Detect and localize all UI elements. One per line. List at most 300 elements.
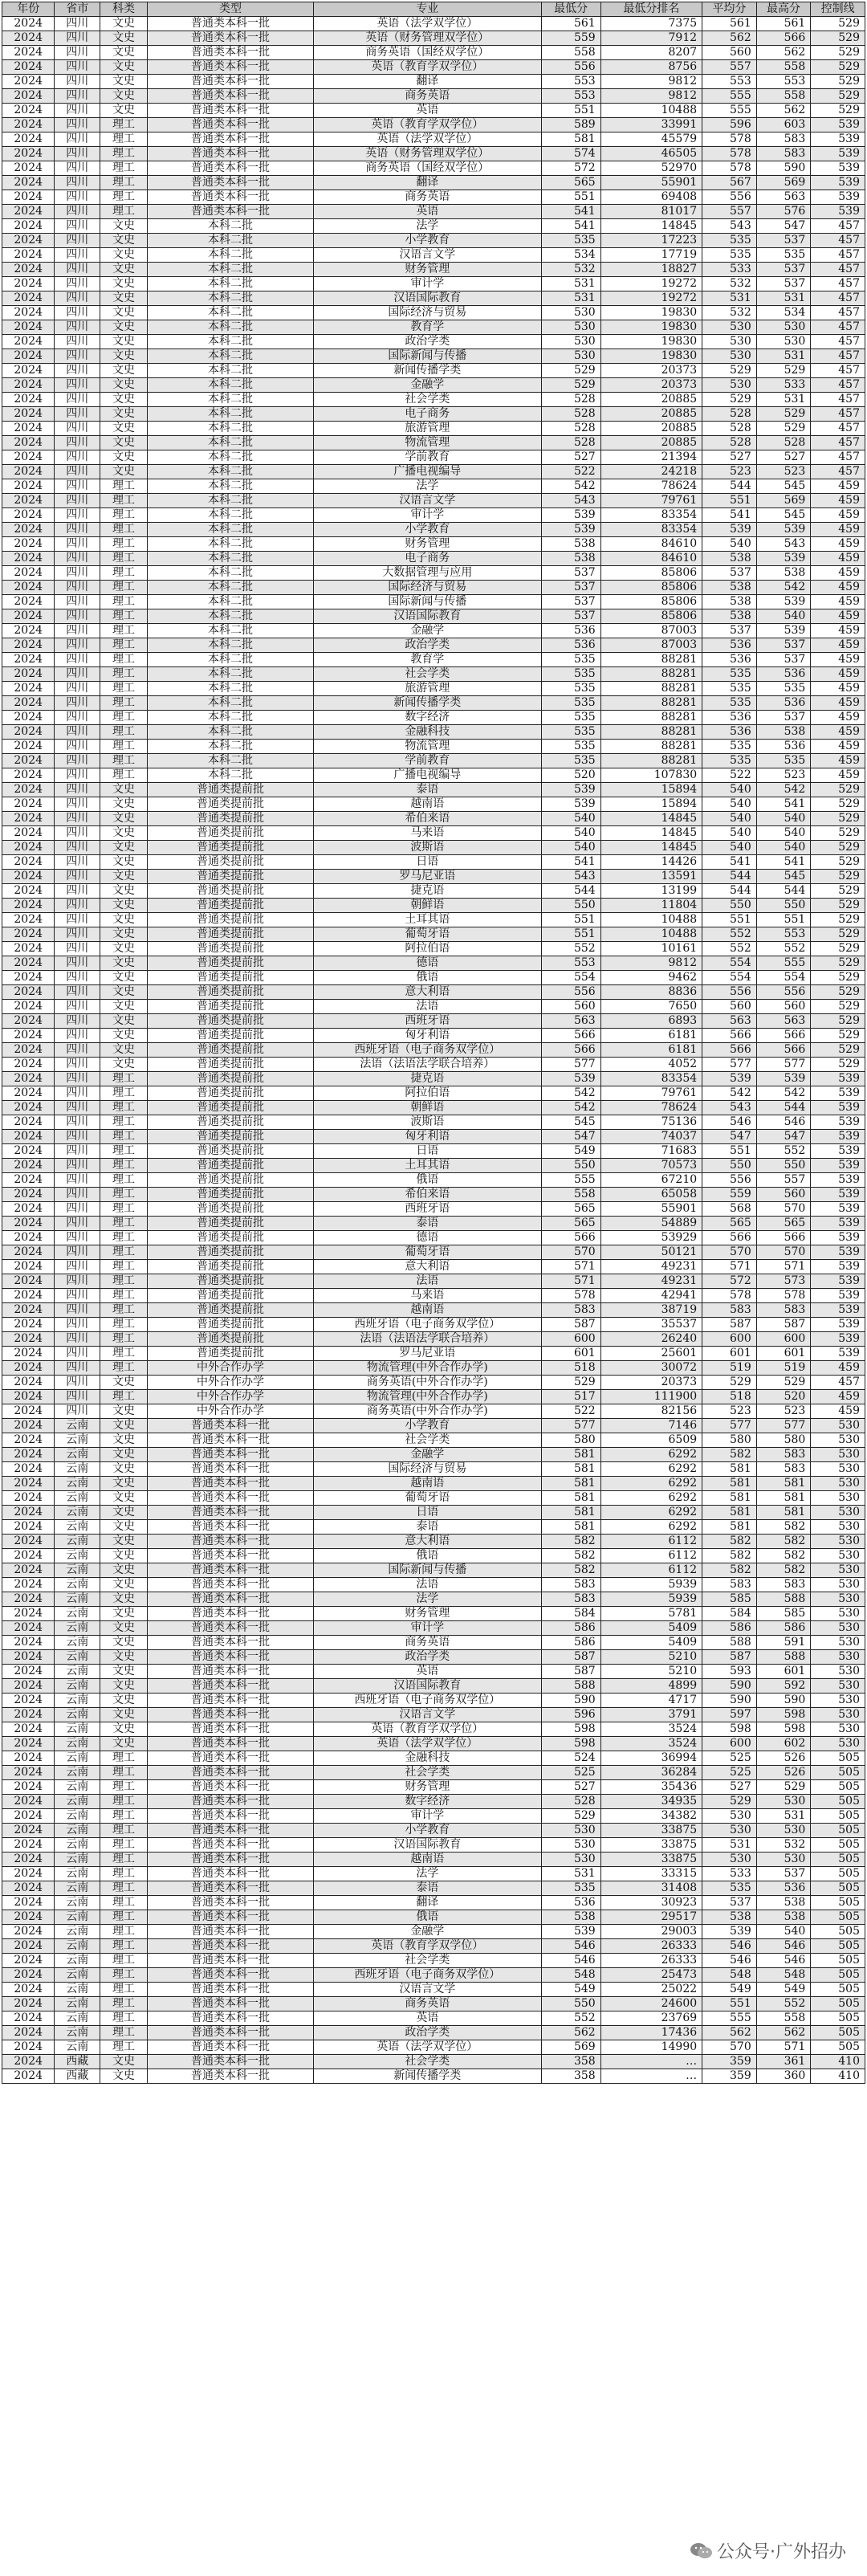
cell-year: 2024	[2, 1766, 55, 1780]
cell-max-score: 588	[756, 1650, 811, 1665]
cell-avg-score: 582	[702, 1563, 757, 1578]
cell-batch-type: 本科二批	[147, 494, 313, 508]
cell-major: 审计学	[314, 508, 541, 523]
cell-subject: 理工	[100, 2040, 148, 2055]
header-major: 专业	[314, 2, 541, 17]
cell-min-rank: 33991	[600, 118, 702, 132]
cell-subject: 文史	[100, 812, 148, 826]
cell-subject: 理工	[100, 1853, 148, 1867]
cell-year: 2024	[2, 2011, 55, 2026]
cell-province: 云南	[55, 1433, 100, 1448]
cell-year: 2024	[2, 653, 55, 667]
cell-min-score: 546	[541, 1954, 600, 1968]
cell-batch-type: 普通类本科一批	[147, 190, 313, 205]
cell-min-score: 525	[541, 1766, 600, 1780]
cell-control-line: 530	[811, 1650, 865, 1665]
cell-avg-score: 544	[702, 870, 757, 884]
cell-min-score: 542	[541, 1101, 600, 1115]
cell-subject: 理工	[100, 1867, 148, 1881]
cell-control-line: 529	[811, 1014, 865, 1029]
cell-province: 四川	[55, 1058, 100, 1072]
cell-min-score: 541	[541, 855, 600, 870]
cell-subject: 文史	[100, 985, 148, 1000]
cell-year: 2024	[2, 956, 55, 971]
cell-province: 四川	[55, 1072, 100, 1086]
cell-major: 财务管理	[314, 1780, 541, 1795]
cell-max-score: 547	[756, 219, 811, 234]
cell-min-score: 528	[541, 436, 600, 450]
cell-province: 四川	[55, 667, 100, 682]
table-row	[2, 147, 865, 161]
cell-max-score: 537	[756, 638, 811, 653]
cell-avg-score: 544	[702, 479, 757, 494]
cell-avg-score: 597	[702, 1708, 757, 1722]
table-row	[2, 1679, 865, 1694]
cell-min-score: 529	[541, 1809, 600, 1824]
table-row	[2, 2055, 865, 2069]
cell-min-rank: 9812	[600, 956, 702, 971]
cell-major: 俄语	[314, 971, 541, 985]
cell-year: 2024	[2, 855, 55, 870]
cell-max-score: 581	[756, 1477, 811, 1491]
cell-year: 2024	[2, 609, 55, 624]
cell-avg-score: 535	[702, 696, 757, 711]
cell-subject: 文史	[100, 60, 148, 75]
cell-year: 2024	[2, 118, 55, 132]
table-row	[2, 740, 865, 754]
cell-province: 四川	[55, 1188, 100, 1202]
table-row	[2, 46, 865, 60]
cell-subject: 理工	[100, 1332, 148, 1347]
cell-subject: 理工	[100, 1361, 148, 1376]
cell-subject: 理工	[100, 132, 148, 147]
cell-avg-score: 570	[702, 1245, 757, 1260]
cell-batch-type: 普通类提前批	[147, 1014, 313, 1029]
cell-control-line: 529	[811, 104, 865, 118]
cell-year: 2024	[2, 1000, 55, 1014]
table-row	[2, 1694, 865, 1708]
cell-batch-type: 本科二批	[147, 725, 313, 740]
cell-province: 四川	[55, 75, 100, 89]
cell-min-score: 549	[541, 1144, 600, 1159]
cell-major: 金融学	[314, 378, 541, 393]
cell-batch-type: 普通类本科一批	[147, 1910, 313, 1925]
table-row	[2, 1636, 865, 1650]
cell-control-line: 539	[811, 1086, 865, 1101]
cell-min-score: 583	[541, 1592, 600, 1607]
cell-max-score: 560	[756, 1000, 811, 1014]
cell-min-rank: 19830	[600, 306, 702, 320]
cell-major: 金融学	[314, 1448, 541, 1462]
cell-year: 2024	[2, 1751, 55, 1766]
cell-control-line: 539	[811, 161, 865, 176]
header-avg-score: 平均分	[702, 2, 757, 17]
table-row	[2, 2040, 865, 2055]
cell-batch-type: 普通类本科一批	[147, 1925, 313, 1939]
cell-year: 2024	[2, 1809, 55, 1824]
cell-avg-score: 542	[702, 1086, 757, 1101]
cell-min-score: 537	[541, 609, 600, 624]
cell-max-score: 527	[756, 450, 811, 465]
cell-control-line: 459	[811, 754, 865, 768]
table-row	[2, 1231, 865, 1245]
cell-min-rank: 35537	[600, 1318, 702, 1332]
cell-control-line: 530	[811, 1708, 865, 1722]
cell-batch-type: 本科二批	[147, 696, 313, 711]
cell-min-score: 562	[541, 2026, 600, 2040]
table-row	[2, 1983, 865, 1997]
cell-batch-type: 本科二批	[147, 263, 313, 277]
cell-min-score: 529	[541, 364, 600, 378]
cell-province: 四川	[55, 1332, 100, 1347]
cell-year: 2024	[2, 2055, 55, 2069]
cell-batch-type: 普通类提前批	[147, 1173, 313, 1188]
table-row	[2, 942, 865, 956]
cell-subject: 文史	[100, 971, 148, 985]
cell-major: 意大利语	[314, 1260, 541, 1274]
cell-min-rank: 21394	[600, 450, 702, 465]
cell-batch-type: 本科二批	[147, 277, 313, 291]
cell-subject: 理工	[100, 653, 148, 667]
cell-subject: 理工	[100, 479, 148, 494]
table-row	[2, 812, 865, 826]
cell-min-rank: 5781	[600, 1607, 702, 1621]
cell-major: 希伯来语	[314, 1188, 541, 1202]
table-row	[2, 1202, 865, 1217]
cell-subject: 文史	[100, 1404, 148, 1419]
cell-min-score: 598	[541, 1722, 600, 1737]
cell-year: 2024	[2, 1563, 55, 1578]
cell-batch-type: 普通类本科一批	[147, 75, 313, 89]
cell-control-line: 529	[811, 884, 865, 899]
cell-subject: 文史	[100, 942, 148, 956]
table-row	[2, 1910, 865, 1925]
cell-max-score: 540	[756, 812, 811, 826]
cell-max-score: 563	[756, 1014, 811, 1029]
cell-major: 翻译	[314, 75, 541, 89]
cell-province: 云南	[55, 1535, 100, 1549]
cell-min-rank: 9812	[600, 89, 702, 104]
cell-province: 四川	[55, 740, 100, 754]
cell-control-line: 459	[811, 508, 865, 523]
cell-batch-type: 普通类提前批	[147, 1245, 313, 1260]
cell-batch-type: 普通类提前批	[147, 1332, 313, 1347]
cell-min-rank: 25022	[600, 1983, 702, 1997]
cell-major: 泰语	[314, 1520, 541, 1535]
cell-subject: 理工	[100, 1347, 148, 1361]
cell-province: 云南	[55, 2040, 100, 2055]
cell-province: 四川	[55, 812, 100, 826]
cell-control-line: 529	[811, 783, 865, 797]
table-row	[2, 1072, 865, 1086]
cell-max-score: 601	[756, 1347, 811, 1361]
cell-subject: 理工	[100, 1144, 148, 1159]
cell-year: 2024	[2, 1231, 55, 1245]
cell-subject: 文史	[100, 1477, 148, 1491]
cell-min-score: 554	[541, 971, 600, 985]
cell-year: 2024	[2, 1997, 55, 2011]
cell-major: 日语	[314, 1144, 541, 1159]
cell-province: 四川	[55, 17, 100, 31]
cell-avg-score: 581	[702, 1520, 757, 1535]
cell-min-score: 563	[541, 1014, 600, 1029]
cell-min-score: 529	[541, 1376, 600, 1390]
cell-avg-score: 530	[702, 1809, 757, 1824]
cell-province: 四川	[55, 1000, 100, 1014]
cell-avg-score: 533	[702, 263, 757, 277]
cell-control-line: 530	[811, 1607, 865, 1621]
cell-avg-score: 546	[702, 1939, 757, 1954]
cell-avg-score: 540	[702, 537, 757, 552]
cell-avg-score: 560	[702, 46, 757, 60]
cell-control-line: 529	[811, 942, 865, 956]
cell-control-line: 459	[811, 581, 865, 595]
cell-max-score: 537	[756, 711, 811, 725]
cell-province: 四川	[55, 60, 100, 75]
cell-avg-score: 582	[702, 1549, 757, 1563]
cell-min-rank: 79761	[600, 494, 702, 508]
table-row	[2, 1520, 865, 1535]
table-body	[2, 17, 865, 2084]
cell-max-score: 583	[756, 1303, 811, 1318]
cell-min-score: 538	[541, 537, 600, 552]
cell-max-score: 537	[756, 277, 811, 291]
cell-subject: 理工	[100, 1766, 148, 1780]
cell-max-score: 560	[756, 1188, 811, 1202]
table-row	[2, 696, 865, 711]
cell-avg-score: 552	[702, 942, 757, 956]
cell-max-score: 529	[756, 1780, 811, 1795]
cell-avg-score: 523	[702, 465, 757, 479]
cell-subject: 文史	[100, 1433, 148, 1448]
cell-max-score: 544	[756, 1101, 811, 1115]
cell-year: 2024	[2, 1650, 55, 1665]
cell-max-score: 538	[756, 1910, 811, 1925]
cell-batch-type: 普通类本科一批	[147, 1592, 313, 1607]
cell-avg-score: 359	[702, 2055, 757, 2069]
cell-major: 西班牙语（电子商务双学位）	[314, 1043, 541, 1058]
cell-year: 2024	[2, 1173, 55, 1188]
cell-min-rank: 88281	[600, 754, 702, 768]
cell-min-score: 528	[541, 393, 600, 407]
table-row	[2, 1780, 865, 1795]
cell-subject: 文史	[100, 1043, 148, 1058]
cell-batch-type: 普通类本科一批	[147, 1722, 313, 1737]
cell-max-score: 571	[756, 2040, 811, 2055]
cell-min-rank: 82156	[600, 1404, 702, 1419]
cell-subject: 理工	[100, 711, 148, 725]
cell-min-score: 551	[541, 927, 600, 942]
cell-min-score: 582	[541, 1563, 600, 1578]
cell-year: 2024	[2, 17, 55, 31]
cell-max-score: 543	[756, 537, 811, 552]
cell-province: 四川	[55, 913, 100, 927]
cell-province: 四川	[55, 118, 100, 132]
cell-province: 四川	[55, 89, 100, 104]
cell-min-score: 565	[541, 1202, 600, 1217]
cell-min-score: 556	[541, 60, 600, 75]
cell-province: 云南	[55, 1679, 100, 1694]
cell-major: 英语（教育学双学位）	[314, 1939, 541, 1954]
cell-control-line: 459	[811, 595, 865, 609]
cell-min-score: 552	[541, 942, 600, 956]
cell-batch-type: 普通类本科一批	[147, 1983, 313, 1997]
cell-subject: 理工	[100, 1289, 148, 1303]
cell-control-line: 457	[811, 436, 865, 450]
cell-min-rank: 88281	[600, 682, 702, 696]
cell-year: 2024	[2, 1780, 55, 1795]
cell-year: 2024	[2, 1318, 55, 1332]
cell-subject: 文史	[100, 1563, 148, 1578]
cell-province: 四川	[55, 132, 100, 147]
cell-control-line: 459	[811, 682, 865, 696]
cell-min-rank: 55901	[600, 1202, 702, 1217]
cell-batch-type: 普通类提前批	[147, 956, 313, 971]
cell-major: 阿拉伯语	[314, 942, 541, 956]
cell-avg-score: 561	[702, 17, 757, 31]
cell-control-line: 505	[811, 1838, 865, 1853]
cell-min-rank: 5210	[600, 1665, 702, 1679]
cell-control-line: 539	[811, 1217, 865, 1231]
cell-year: 2024	[2, 1665, 55, 1679]
cell-province: 云南	[55, 1477, 100, 1491]
cell-major: 教育学	[314, 320, 541, 335]
cell-avg-score: 586	[702, 1621, 757, 1636]
cell-control-line: 529	[811, 17, 865, 31]
cell-min-score: 577	[541, 1058, 600, 1072]
cell-avg-score: 550	[702, 899, 757, 913]
cell-major: 国际经济与贸易	[314, 1462, 541, 1477]
cell-min-score: 574	[541, 147, 600, 161]
cell-control-line: 539	[811, 1159, 865, 1173]
table-row	[2, 219, 865, 234]
cell-province: 云南	[55, 1925, 100, 1939]
cell-province: 四川	[55, 436, 100, 450]
cell-major: 广播电视编导	[314, 768, 541, 783]
cell-major: 国际新闻与传播	[314, 595, 541, 609]
cell-min-rank: 85806	[600, 609, 702, 624]
cell-avg-score: 536	[702, 653, 757, 667]
cell-avg-score: 544	[702, 884, 757, 899]
cell-subject: 文史	[100, 1419, 148, 1433]
cell-major: 社会学类	[314, 667, 541, 682]
cell-max-score: 530	[756, 1853, 811, 1867]
cell-major: 政治学类	[314, 638, 541, 653]
cell-min-score: 551	[541, 190, 600, 205]
cell-batch-type: 普通类提前批	[147, 1058, 313, 1072]
cell-major: 商务英语（国经双学位）	[314, 46, 541, 60]
cell-min-rank: 6292	[600, 1448, 702, 1462]
cell-province: 四川	[55, 523, 100, 537]
header-row	[2, 2, 865, 17]
cell-subject: 文史	[100, 89, 148, 104]
cell-major: 俄语	[314, 1549, 541, 1563]
cell-year: 2024	[2, 768, 55, 783]
table-row	[2, 624, 865, 638]
cell-major: 社会学类	[314, 2055, 541, 2069]
cell-avg-score: 566	[702, 1043, 757, 1058]
cell-province: 四川	[55, 335, 100, 349]
cell-control-line: 539	[811, 1202, 865, 1217]
cell-control-line: 539	[811, 1332, 865, 1347]
cell-province: 四川	[55, 826, 100, 841]
cell-major: 政治学类	[314, 2026, 541, 2040]
cell-min-score: 531	[541, 291, 600, 306]
cell-max-score: 538	[756, 1896, 811, 1910]
cell-min-rank: 17719	[600, 248, 702, 263]
table-row	[2, 826, 865, 841]
cell-min-score: 588	[541, 1679, 600, 1694]
cell-major: 审计学	[314, 1621, 541, 1636]
cell-control-line: 459	[811, 624, 865, 638]
cell-major: 法语（法语法学联合培养）	[314, 1332, 541, 1347]
table-row	[2, 422, 865, 436]
cell-major: 社会学类	[314, 1766, 541, 1780]
cell-control-line: 505	[811, 1824, 865, 1838]
cell-min-rank: 52970	[600, 161, 702, 176]
cell-control-line: 529	[811, 1043, 865, 1058]
cell-province: 四川	[55, 1376, 100, 1390]
cell-control-line: 505	[811, 1939, 865, 1954]
cell-min-rank: 5409	[600, 1621, 702, 1636]
table-row	[2, 884, 865, 899]
cell-year: 2024	[2, 725, 55, 740]
cell-province: 四川	[55, 595, 100, 609]
cell-min-rank: 20373	[600, 378, 702, 393]
cell-max-score: 587	[756, 1318, 811, 1332]
table-row	[2, 508, 865, 523]
cell-max-score: 529	[756, 1376, 811, 1390]
cell-major: 越南语	[314, 1477, 541, 1491]
cell-major: 商务英语(中外合作办学)	[314, 1404, 541, 1419]
cell-subject: 文史	[100, 263, 148, 277]
cell-control-line: 505	[811, 2040, 865, 2055]
cell-min-score: 558	[541, 46, 600, 60]
cell-avg-score: 529	[702, 1376, 757, 1390]
table-row	[2, 1058, 865, 1072]
cell-control-line: 529	[811, 913, 865, 927]
cell-min-rank: 19830	[600, 320, 702, 335]
cell-subject: 文史	[100, 219, 148, 234]
cell-year: 2024	[2, 1361, 55, 1376]
cell-batch-type: 本科二批	[147, 335, 313, 349]
cell-batch-type: 普通类本科一批	[147, 31, 313, 46]
cell-major: 意大利语	[314, 1535, 541, 1549]
cell-province: 云南	[55, 1722, 100, 1737]
cell-major: 新闻传播学类	[314, 696, 541, 711]
cell-subject: 理工	[100, 1390, 148, 1404]
cell-year: 2024	[2, 797, 55, 812]
cell-min-score: 540	[541, 812, 600, 826]
cell-year: 2024	[2, 1130, 55, 1144]
cell-subject: 理工	[100, 1896, 148, 1910]
cell-major: 马来语	[314, 1289, 541, 1303]
cell-max-score: 582	[756, 1549, 811, 1563]
cell-year: 2024	[2, 1245, 55, 1260]
cell-control-line: 529	[811, 46, 865, 60]
cell-min-score: 543	[541, 870, 600, 884]
cell-major: 越南语	[314, 1853, 541, 1867]
cell-batch-type: 普通类本科一批	[147, 1520, 313, 1535]
cell-min-score: 581	[541, 1520, 600, 1535]
cell-year: 2024	[2, 161, 55, 176]
cell-major: 俄语	[314, 1910, 541, 1925]
cell-batch-type: 本科二批	[147, 291, 313, 306]
cell-province: 四川	[55, 1274, 100, 1289]
cell-year: 2024	[2, 1072, 55, 1086]
cell-batch-type: 本科二批	[147, 393, 313, 407]
cell-control-line: 539	[811, 1173, 865, 1188]
